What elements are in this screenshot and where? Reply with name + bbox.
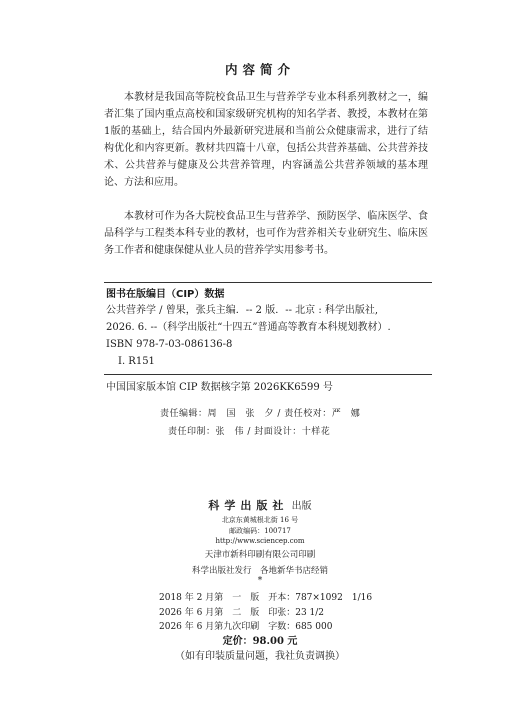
cip-line-series: 2026. 6. --（科学出版社“十四五”普通高等教育本科规划教材）. [106, 322, 391, 333]
cip-line-title: 公共营养学 / 曾果，张兵主编．-- 2 版．-- 北京 : 科学出版社, [106, 305, 379, 316]
intro-paragraph-2: 本教材可作为各大院校食品卫生与营养学、预防医学、临床医学、食品科学与工程类本科专业的教材，也可作为营养相关专业研究生、临床医务工作者和健康保健从业人员的营养学实用参考书。 [104, 211, 428, 256]
publisher-postcode: 邮政编码：100717 [229, 527, 291, 535]
edition-row-2: 2026 年 6 月第 二 版 印张：23 1/2 [159, 608, 325, 618]
price: 定价：98.00 元 [222, 636, 298, 647]
separator-star: * [257, 576, 263, 586]
intro-title: 内容简介 [224, 62, 295, 77]
distribution-info: 科学出版社发行 各地新华书店经销 [191, 566, 328, 576]
cip-line-number: 中国国家版本馆 CIP 数据核字第 2026KK6599 号 [106, 382, 333, 393]
cip-line-classification: Ⅰ. R151 [118, 356, 155, 367]
cip-heading: 图书在版编目（CIP）数据 [106, 289, 225, 300]
divider-bottom [104, 374, 432, 375]
production-credits: 责任印制：张 伟 / 封面设计：十样花 [168, 427, 331, 437]
printer-info: 天津市新科印刷有限公司印刷 [204, 550, 316, 560]
publisher-line [0, 497, 520, 513]
divider-top [104, 282, 432, 283]
publisher-address: 北京东黄城根北街 16 号 [221, 516, 299, 524]
edition-row-1: 2018 年 2 月第 一 版 开本：787×1092 1/16 [159, 593, 373, 603]
intro-paragraph-1: 本教材是我国高等院校食品卫生与营养学专业本科系列教材之一，编者汇集了国内重点高校和国家级研究机构的知名学者、教授，本教材在第1版的基础上，结合国内外最新研究进展和当前公众健康需求，进行了结构优化和内容更新。教材共四篇十八章，包括公共营养基础、公共营养技术、公共营养与健康及公共营养管理，内容涵盖公共营养领域的基本理论、方法和应用。 [104, 92, 428, 188]
quality-notice: （如有印装质量问题，我社负责调换） [175, 651, 345, 662]
publisher-logo: 科学出版社 [208, 499, 289, 512]
edition-row-3: 2026 年 6 月第九次印刷 字数：685 000 [159, 622, 333, 632]
cip-line-isbn: ISBN 978-7-03-086136-8 [106, 339, 233, 350]
publisher-suffix: 出版 [291, 501, 312, 512]
publisher-website: http://www.sciencep.com [215, 537, 305, 545]
editor-credits: 责任编辑：周 国 张 夕 / 责任校对：严 娜 [160, 409, 361, 419]
